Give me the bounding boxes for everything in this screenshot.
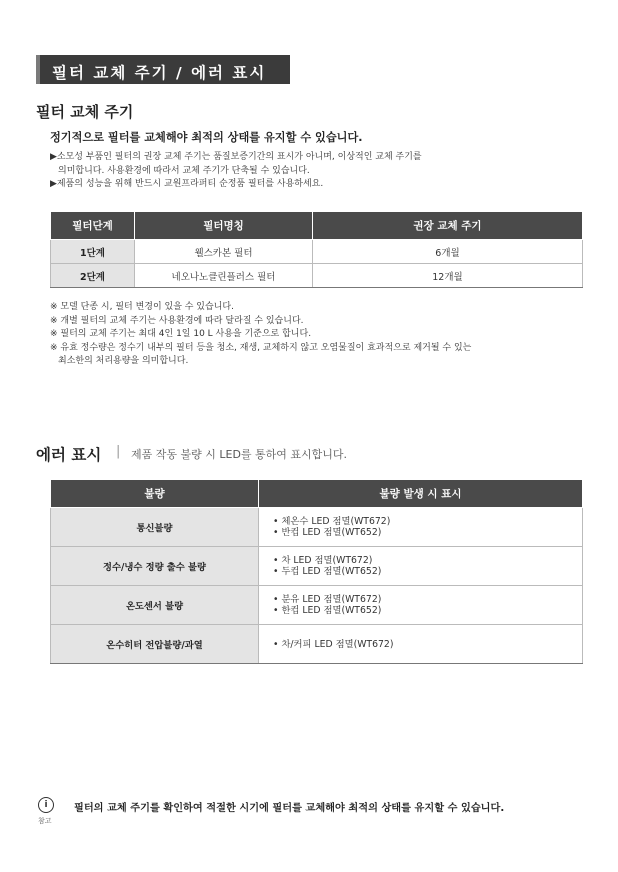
note-item: ※ 필터의 교체 주기는 최대 4인 1일 10 L 사용을 기준으로 합니다. — [50, 329, 312, 339]
filter-table — [50, 212, 583, 288]
error-table — [50, 480, 583, 664]
note-item: ※ 모델 단종 시, 필터 변경이 있을 수 있습니다. — [50, 302, 234, 312]
cell-display — [259, 547, 583, 586]
info-icon: i — [38, 797, 54, 813]
error-heading: 에러 표시 — [36, 446, 102, 464]
cell-display — [259, 625, 583, 664]
table-row — [51, 240, 583, 264]
note-label: 참고 — [38, 817, 52, 825]
cell-fault: 온수히터 전압불량/과열 — [51, 625, 259, 664]
cell-cycle: 6개월 — [313, 240, 583, 264]
banner-title: 필터 교체 주기 / 에러 표시 — [52, 64, 267, 82]
table-row — [51, 586, 583, 625]
table-row — [51, 264, 583, 288]
header-fault: 불량 — [51, 480, 259, 508]
display-line: • 체온수 LED 점멸(WT672) — [273, 516, 391, 527]
header-stage: 필터단계 — [51, 212, 135, 240]
header-name: 필터명칭 — [135, 212, 313, 240]
cell-stage: 2단계 — [51, 264, 135, 288]
note-text: 필터의 교체 주기를 확인하여 적절한 시기에 필터를 교체해야 최적의 상태를 유지할 수 있습니다. — [74, 803, 505, 814]
display-line: • 두컵 LED 점멸(WT652) — [273, 566, 382, 577]
note-item: ※ 유효 정수량은 정수기 내부의 필터 등을 청소, 재생, 교체하지 않고 오염물질이 효과적으로 제거될 수 있는 — [50, 342, 472, 353]
table-header-row — [51, 212, 583, 240]
cell-name: 네오나노클린플러스 필터 — [135, 264, 313, 288]
display-line: • 반컵 LED 점멸(WT652) — [273, 527, 382, 538]
bullet-item: 의미합니다. 사용환경에 따라서 교체 주기가 단축될 수 있습니다. — [58, 165, 310, 176]
filter-lead: 정기적으로 필터를 교체해야 최적의 상태를 유지할 수 있습니다. — [50, 131, 363, 144]
note-item: ※ 개별 필터의 교체 주기는 사용환경에 따라 달라질 수 있습니다. — [50, 315, 304, 326]
cell-display — [259, 586, 583, 625]
heading-separator: | — [116, 444, 121, 459]
display-line: • 차/커피 LED 점멸(WT672) — [273, 638, 394, 650]
cell-name: 웰스카본 필터 — [135, 240, 313, 264]
table-row — [51, 625, 583, 664]
bullet-item: ▶소모성 부품인 필터의 권장 교체 주기는 품질보증기간의 표시가 아니며, 이상적인 교체 주기를 — [50, 152, 422, 162]
cell-stage: 1단계 — [51, 240, 135, 264]
section-banner — [36, 55, 290, 84]
table-row — [51, 547, 583, 586]
filter-bullets — [50, 151, 422, 192]
note-item: 최소한의 처리용량을 의미합니다. — [58, 356, 189, 366]
filter-notes — [50, 301, 471, 369]
cell-fault: 온도센서 불량 — [51, 586, 259, 625]
header-display: 불량 발생 시 표시 — [259, 480, 583, 508]
display-line: • 차 LED 점멸(WT672) — [273, 555, 373, 566]
cell-fault: 정수/냉수 정량 출수 불량 — [51, 547, 259, 586]
cell-display — [259, 508, 583, 547]
display-line: • 분유 LED 점멸(WT672) — [273, 594, 382, 605]
error-subtitle: 제품 작동 불량 시 LED를 통하여 표시합니다. — [131, 448, 348, 461]
table-header-row — [51, 480, 583, 508]
cell-fault: 통신불량 — [51, 508, 259, 547]
cell-cycle: 12개월 — [313, 264, 583, 288]
bullet-item: ▶제품의 성능을 위해 반드시 교원프라퍼티 순정품 필터를 사용하세요. — [50, 179, 324, 189]
table-row — [51, 508, 583, 547]
filter-heading: 필터 교체 주기 — [36, 103, 134, 121]
header-cycle: 권장 교체 주기 — [313, 212, 583, 240]
display-line: • 한컵 LED 점멸(WT652) — [273, 605, 382, 616]
